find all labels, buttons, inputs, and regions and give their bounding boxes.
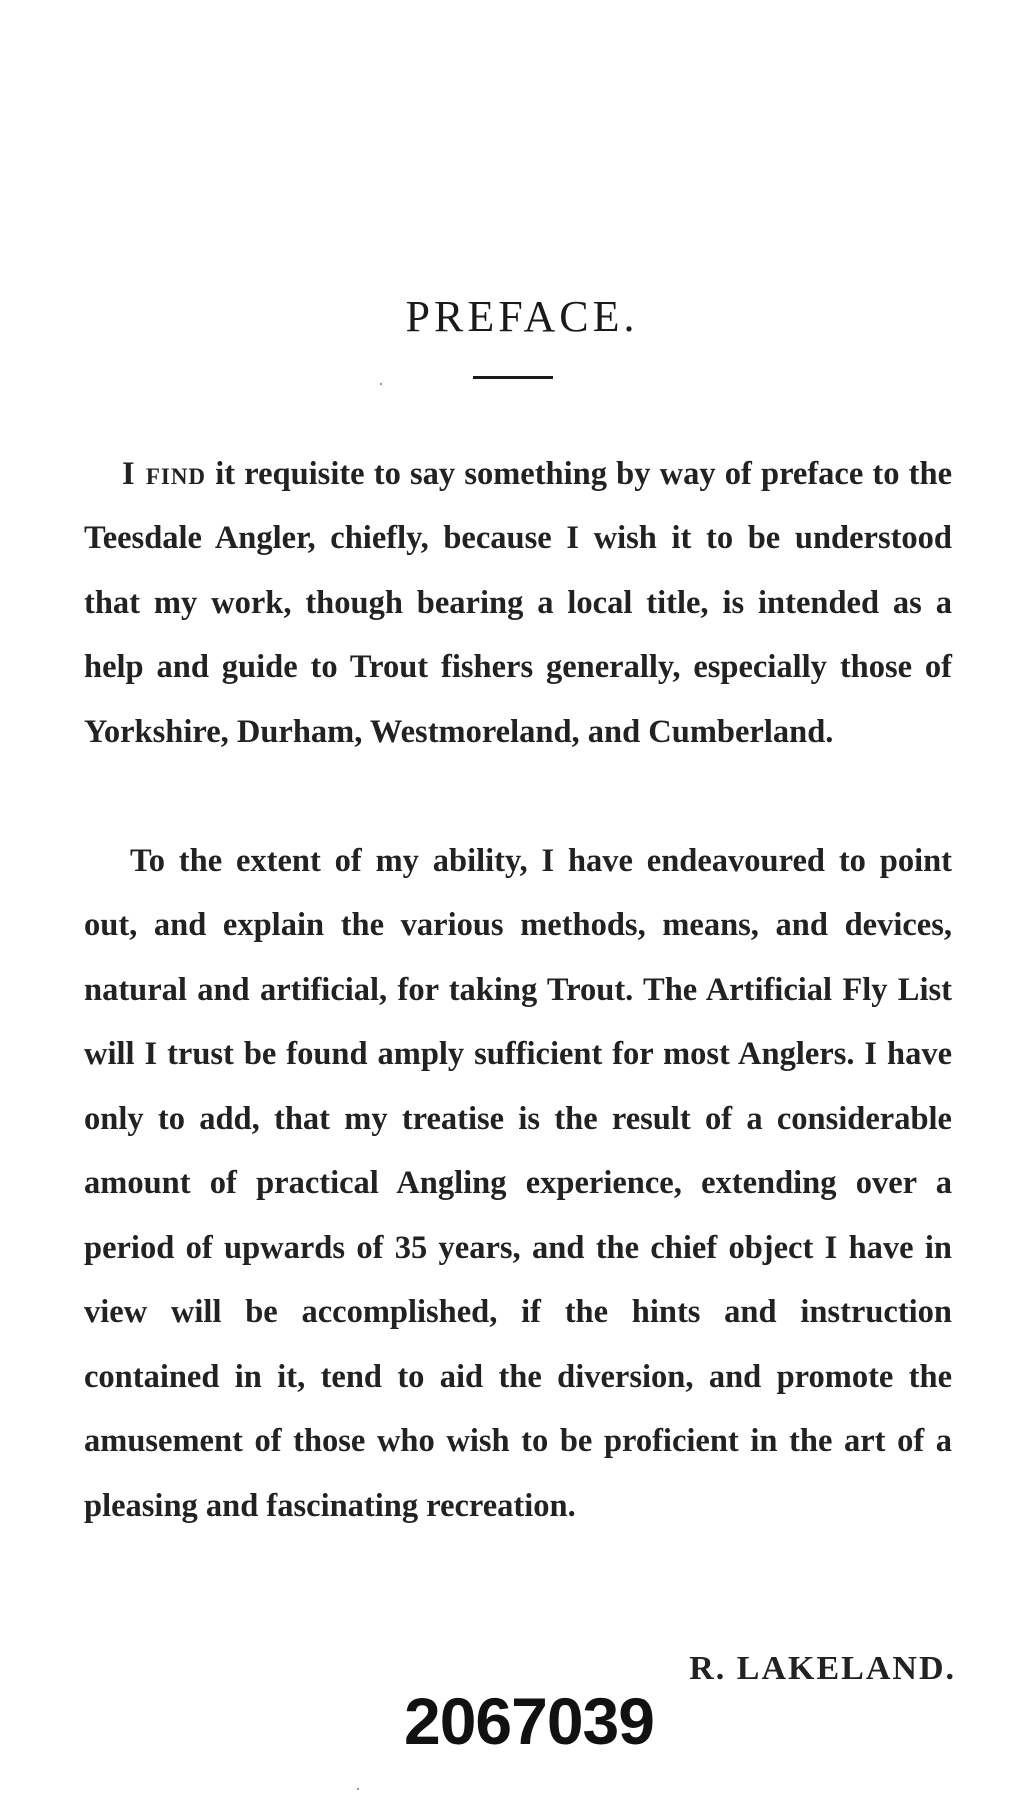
paragraph-lead-word: I find (122, 455, 207, 492)
print-speck (357, 1788, 359, 1790)
title-rule (473, 376, 553, 379)
library-stamp-number: 2067039 (404, 1684, 654, 1758)
preface-paragraph-1 (84, 442, 952, 765)
paragraph-text: it requisite to say something by way of preface to the Teesdale Angler, chiefly, because I wish it to be understood that my work, though bearing a local title, is intended as a help and guide to Trout fishers generally, especially those of Yorkshire, Durham, Westmoreland, and Cumberland. (84, 455, 952, 750)
print-speck (380, 383, 382, 385)
preface-paragraph-2: To the extent of my ability, I have endeavoured to point out, and explain the various methods, means, and devices, natural and artificial, for taking Trout. The Artificial Fly List will I trust be found amply sufficient for most Anglers. I have only to add, that my treatise is the result of a considerable amount of practical Angling experience, extending over a period of upwards of 35 years, and the chief object I have in view will be accomplished, if the hints and instruction contained in it, tend to aid the diversion, and promote the amusement of those who wish to be proficient in the art of a pleasing and fascinating recreation. (84, 842, 952, 1524)
author-signature: R. LAKELAND. (689, 1650, 956, 1687)
page-title: PREFACE. (405, 292, 639, 341)
